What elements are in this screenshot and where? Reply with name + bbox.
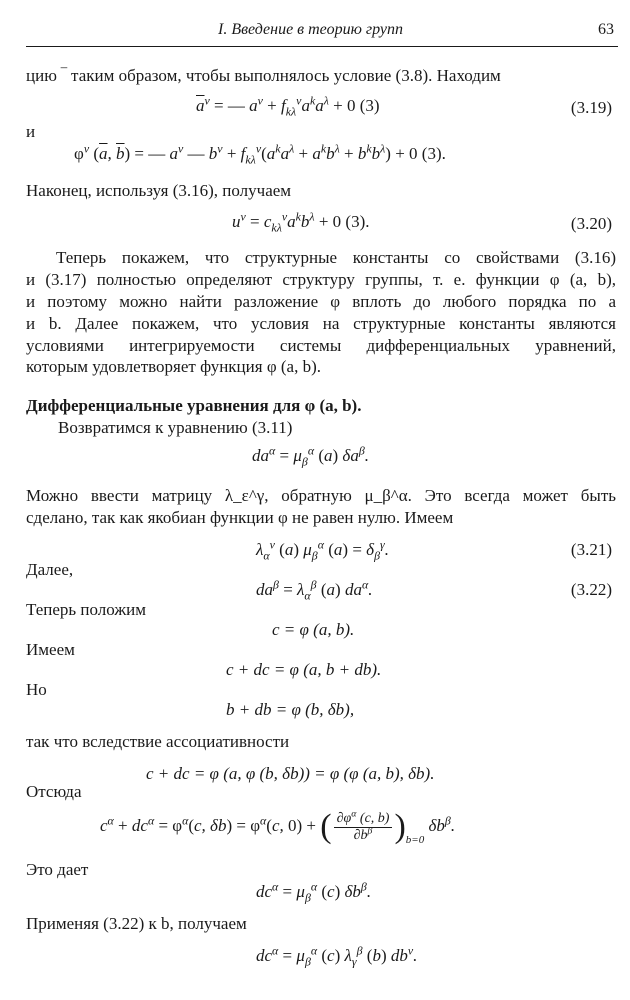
text-line-1: цию ‾ таким образом, чтобы выполнялось условие (3.8). Находим (26, 66, 501, 85)
section-heading: Дифференциальные уравнения для φ (a, b). (26, 396, 362, 415)
equation-3-22: $da^\beta = \lambda_\alpha^\beta$ (a) $da^\alpha$. (256, 577, 373, 603)
equation-3-21: $\lambda_\alpha^\nu$ (a) $\mu_\beta^\alpha$ $(a) = \delta_\beta^\gamma$. (256, 537, 389, 563)
equation-expansion: $c^\alpha + dc^\alpha = \varphi^\alpha(c$, $\delta b) = \varphi^\alpha(c$, 0) + ( $\frac{\partial\varphi^\alpha (c, b)}{\partial b^\beta}$ )$_{b=0}$ $\delta b^\beta$. (100, 807, 456, 846)
running-title: I. Введение в теорию групп (218, 21, 403, 38)
phi-symbol: φ (74, 144, 84, 163)
text-finally: Наконец, используя (3.16), получаем (26, 181, 292, 200)
equation-number-3-19: (3.19) (570, 98, 612, 117)
paragraph-line-5: условиями интегрируемости системы дифференциальных уравнений, (26, 336, 616, 355)
paragraph-line-2: и (3.17) полностью определяют структуру группы, т. е. функции φ (a, b), (26, 270, 616, 289)
paragraph-line-3: и поэтому можно найти разложение φ вплоть до любого порядка по a (26, 292, 616, 311)
paragraph-line-6: которым удовлетворяет функция φ (a, b). (26, 357, 321, 376)
equation-phi-expansion: $\varphi^\nu$ ($\overline{a}$, $\overline{b}$) = — $a^\nu$ — $b^\nu + f_{k\lambda}^\nu(a^ka^\lambda + a^kb^\lambda + b^kb^\lambda) + 0$ (3). (74, 141, 446, 167)
equation-number-3-21: (3.21) (570, 540, 612, 559)
text-this-gives: Это дает (26, 860, 89, 879)
text-but: Но (26, 680, 47, 699)
paragraph-line-4: и b. Далее покажем, что условия на структурные константы являются (26, 314, 616, 333)
equation-b-db: b + db = φ (b, δb), (226, 700, 355, 719)
text-so-that: так что вследствие ассоциативности (26, 732, 290, 751)
equation-number-3-22: (3.22) (570, 580, 612, 599)
equation-dc: $dc^\alpha = \mu_\beta^\alpha$ (c) $\delta b^\beta$. (256, 879, 372, 905)
equation-dc-final: $dc^\alpha = \mu_\beta^\alpha$ (c) $\lambda_\gamma^\beta$ (b) $db^\nu$. (256, 943, 418, 969)
text-return: Возвратимся к уравнению (3.11) (58, 418, 293, 437)
text-matrix-line-1: Можно ввести матрицу λ_ε^γ, обратную μ_β^α. Это всегда может быть (26, 486, 616, 505)
text-hence: Отсюда (26, 782, 82, 801)
text-now-set: Теперь положим (26, 600, 146, 619)
text-we-have: Имеем (26, 640, 75, 659)
running-header (26, 18, 618, 47)
text-matrix-line-2: сделано, так как якобиан функции φ не равен нулю. Имеем (26, 508, 454, 527)
paragraph-line-1: Теперь покажем, что структурные константы со свойствами (3.16) (56, 248, 616, 267)
text-and: и (26, 122, 36, 141)
equation-da: $da^\alpha = \mu_\beta^\alpha$ (a) $\delta a^\beta$. (252, 443, 370, 469)
equation-number-3-20: (3.20) (570, 214, 612, 233)
text-further: Далее, (26, 560, 74, 579)
equation-c-dc: c + dc = φ (a, b + db). (226, 660, 382, 679)
equation-c-phi: c = φ (a, b). (272, 620, 355, 639)
equation-associativity: c + dc = φ (a, φ (b, δb)) = φ (φ (a, b), δb). (146, 764, 435, 783)
text-applying: Применяя (3.22) к b, получаем (26, 914, 247, 933)
equation-3-20: $u^\nu = c_{k\lambda}^\nu a^kb^\lambda + 0$ (3). (232, 209, 370, 235)
equation-3-19: $\overline{a}^\nu$ = — $a^\nu + f_{k\lambda}^\nu a^ka^\lambda + 0$ (3) (196, 93, 380, 119)
page-number: 63 (598, 21, 614, 38)
